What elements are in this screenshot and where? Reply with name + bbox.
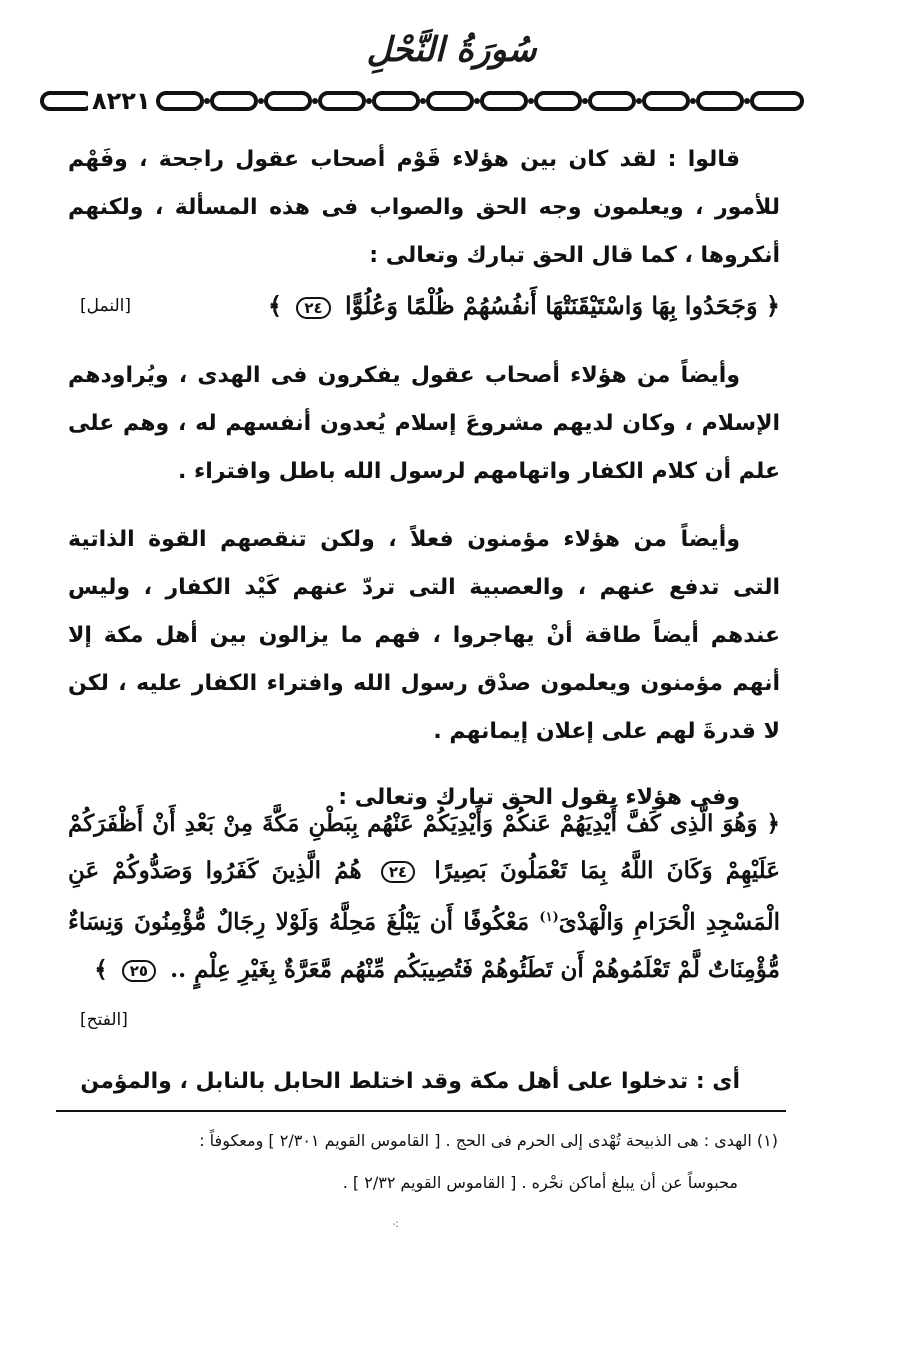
quran-verse-fath — [68, 800, 780, 993]
paragraph-text: وأيضاً من هؤلاء مؤمنون فعلاً ، ولكن تنقصهم القوة الذاتية التى تدفع عنهم ، والعصبية التى تردّ عنهم كَيْد الكفار ، وليس عندهم أيضاً طاقة أنْ يهاجروا ، فهم ما يزالون بين أهل مكة إلا أنهم مؤمنون ويعلمون صدْق رسول الله وافتراء الكفار عليه ، لكن لا قدرةَ لهم على إعلان إيمانهم . — [68, 527, 780, 744]
scan-speck: ⁖ — [392, 1218, 400, 1232]
ayah-number-marker: ٢٤ — [381, 861, 415, 883]
paragraph-continuation — [68, 1058, 780, 1106]
paragraph-text: قالوا : لقد كان بين هؤلاء قَوْم أصحاب عقول راجحة ، وفَهْم للأمور ، ويعلمون وجه الحق والصواب فى هذه المسألة ، ولكنهم أنكروها ، كما قال الحق تبارك وتعالى : — [68, 147, 780, 268]
ayah-number-marker: ٢٤ — [296, 297, 330, 319]
verse-close-bracket: ﴾ — [267, 291, 282, 320]
surah-title: سُورَةُ النَّحْلِ — [366, 30, 537, 70]
decorative-chain-border — [40, 84, 810, 118]
footnote-divider — [56, 1110, 786, 1112]
paragraph-group — [68, 352, 780, 822]
verse-close-bracket: ﴾ — [94, 955, 108, 983]
quran-verse-naml — [68, 286, 780, 326]
paragraph-text: وفى هؤلاء يقول الحق تبارك وتعالى : — [338, 785, 740, 810]
footnote-line: محبوساً عن أن يبلغ أماكن نحْره . [ القاموس القويم ٢/٣٢ ] . — [342, 1173, 738, 1192]
paragraph-text: أى : تدخلوا على أهل مكة وقد اختلط الحابل بالنابل ، والمؤمن — [80, 1069, 740, 1094]
footnote — [60, 1120, 778, 1204]
verse-text: ﴿ وَهُوَ الَّذِى كَفَّ أَيْدِيَهُمْ عَنكُمْ وَأَيْدِيَكُمْ عَنْهُم بِبَطْنِ مَكَّةَ مِنْ بَعْدِ أَنْ أَظْفَرَكُمْ عَلَيْهِمْ وَكَانَ اللَّهُ بِمَا تَعْمَلُونَ بَصِيرًا — [68, 810, 780, 884]
ayah-number-marker: ٢٥ — [122, 960, 156, 982]
surah-reference: [النمل] — [80, 296, 131, 316]
verse-text: ﴿ وَجَحَدُوا بِهَا وَاسْتَيْقَنَتْهَا أَنفُسُهُمْ ظُلْمًا وَعُلُوًّا — [345, 291, 780, 320]
verse-text: هُمُ الَّذِينَ كَفَرُوا وَصَدُّوكُمْ عَنِ الْمَسْجِدِ الْحَرَامِ وَالْهَدْىَ — [68, 857, 780, 936]
paragraph-intro — [68, 136, 780, 280]
page-number: ٨٢٢١ — [88, 88, 155, 114]
verse-text: مَعْكُوفًا أَن يَبْلُغَ مَحِلَّهُ وَلَوْلا رِجَالٌ مُّؤْمِنُونَ وَنِسَاءٌ مُّؤْمِنَاتٌ لَّمْ تَعْلَمُوهُمْ أَن تَطَئُوهُمْ فَتُصِيبَكُم مِّنْهُم مَّعَرَّةٌ بِغَيْرِ عِلْمٍ .. — [68, 908, 780, 983]
surah-reference: [الفتح] — [80, 1010, 128, 1030]
footnote-line: (١) الهدى : هى الذبيحة تُهْدى إلى الحرم فى الحج . [ القاموس القويم ٢/٣٠١ ] ومعكوفاً : — [199, 1131, 778, 1150]
footnote-reference[interactable]: (١) — [539, 910, 559, 925]
paragraph-text: وأيضاً من هؤلاء أصحاب عقول يفكرون فى الهدى ، ويُراودهم الإسلام ، وكان لديهم مشروعَ إسلام يُعدون أنفسهم له ، وهم على علم أن كلام الكفار واتهامهم لرسول الله باطل وافتراء . — [68, 363, 780, 484]
